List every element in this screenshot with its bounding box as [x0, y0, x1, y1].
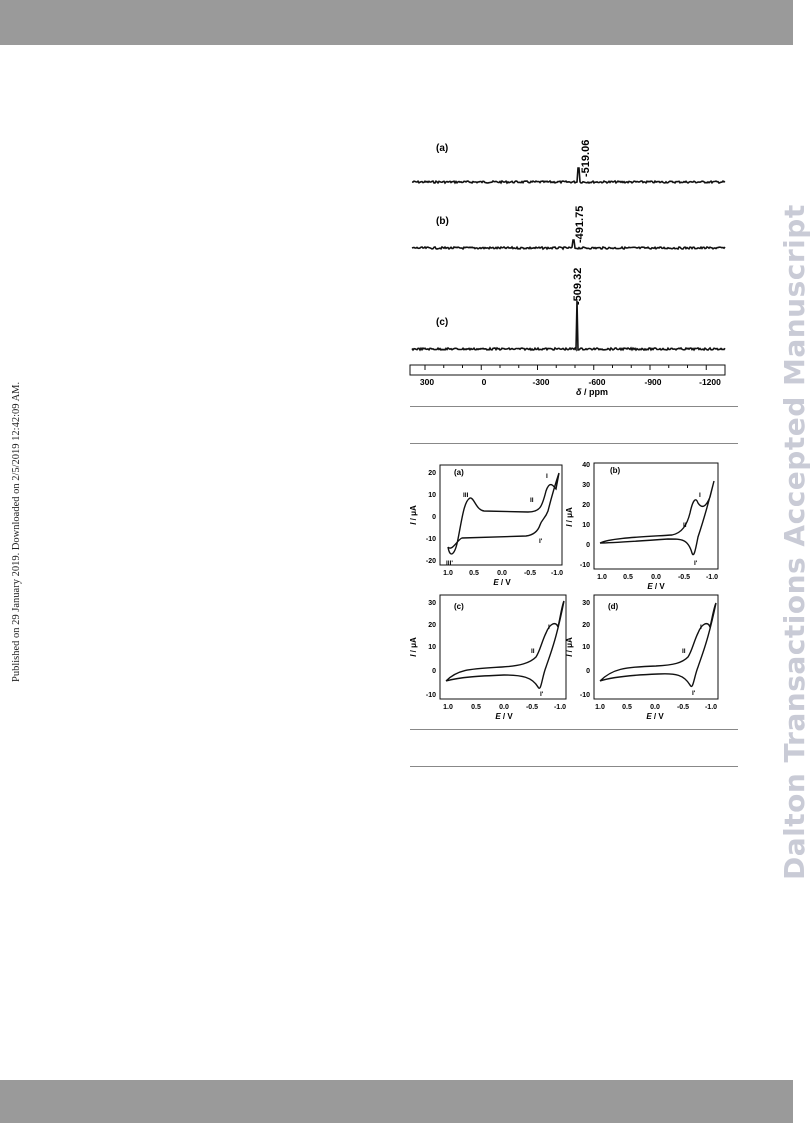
cv-d-xtick-2: 0.0: [650, 704, 660, 711]
cv-a-ytick-2: 0: [432, 514, 436, 521]
nmr-x-axis: [410, 365, 725, 397]
cv-b-peak-I: I: [699, 492, 701, 499]
cv-a-xtick-4: -1.0: [550, 570, 564, 577]
cv-c-xtick-4: -1.0: [553, 704, 567, 711]
cv-d-peak-II: II: [682, 648, 686, 655]
cv-c-curve: [446, 601, 564, 688]
cv-d-ytick-1: 20: [582, 622, 590, 629]
nmr-tick-neg900: -900: [644, 377, 662, 387]
cv-b-ytick-1: 30: [582, 482, 590, 489]
cv-d-xtick-0: 1.0: [595, 704, 605, 711]
nmr-peak-label-c: -509.32: [572, 267, 584, 305]
cv-c-y-axis-label: I / μA: [409, 637, 418, 657]
divider-rule-3: [410, 729, 738, 730]
cv-a-ytick-0: 20: [428, 470, 436, 477]
cv-a-label: (a): [454, 468, 464, 477]
cv-panel-c: [409, 595, 566, 721]
cv-a-peak-Iprime: I': [539, 538, 543, 545]
cv-b-frame: [594, 463, 718, 569]
cv-b-y-axis-label: I / μA: [565, 507, 574, 527]
cv-c-label: (c): [454, 602, 464, 611]
nmr-spectrum-b: [412, 206, 725, 249]
cv-a-xtick-2: 0.0: [497, 570, 507, 577]
cv-b-ytick-5: -10: [579, 562, 590, 569]
header-bar: [0, 0, 793, 45]
nmr-label-a: (a): [436, 143, 449, 154]
cv-figure: [400, 455, 740, 725]
cv-panel-a: [409, 465, 563, 587]
cv-b-curve: [600, 481, 714, 555]
cv-panel-b: [565, 462, 718, 591]
cv-c-ytick-4: -10: [425, 692, 436, 699]
cv-d-label: (d): [608, 602, 619, 611]
cv-d-peak-I: I: [700, 624, 702, 631]
cv-c-xtick-1: 0.5: [471, 704, 481, 711]
cv-a-ytick-3: -10: [425, 536, 436, 543]
nmr-spectra-figure: [400, 125, 740, 400]
cv-c-peak-II: II: [531, 648, 535, 655]
cv-c-xtick-2: 0.0: [499, 704, 509, 711]
cv-d-xtick-1: 0.5: [622, 704, 632, 711]
cv-d-x-axis-label: E / V: [646, 712, 664, 721]
cv-c-peak-Iprime: I': [540, 691, 544, 698]
cv-a-xtick-3: -0.5: [523, 570, 537, 577]
cv-c-x-axis-label: E / V: [495, 712, 513, 721]
footer-bar: [0, 1080, 793, 1123]
nmr-label-c: (c): [436, 317, 449, 328]
cv-a-xtick-1: 0.5: [469, 570, 479, 577]
cv-b-ytick-2: 20: [582, 502, 590, 509]
cv-a-peak-IIIprime: III': [446, 560, 453, 567]
cv-b-x-axis-label: E / V: [647, 582, 665, 591]
nmr-tick-300: 300: [419, 377, 435, 387]
nmr-spectrum-c: [412, 268, 725, 350]
cv-a-peak-I: I: [546, 473, 548, 480]
cv-d-ytick-4: -10: [579, 692, 590, 699]
nmr-axis-frame: [410, 365, 725, 375]
cv-c-ytick-1: 20: [428, 622, 436, 629]
divider-rule-4: [410, 766, 738, 767]
nmr-tick-neg1200: -1200: [699, 377, 721, 387]
cv-c-peak-I: I: [548, 624, 550, 631]
cv-c-xtick-0: 1.0: [443, 704, 453, 711]
nmr-minor-ticks: [425, 365, 725, 370]
nmr-tick-neg300: -300: [532, 377, 550, 387]
cv-panel-d: [565, 595, 718, 721]
cv-d-ytick-0: 30: [582, 600, 590, 607]
cv-b-xtick-2: 0.0: [651, 574, 661, 581]
cv-a-ytick-4: -20: [425, 558, 436, 565]
cv-c-ytick-2: 10: [428, 644, 436, 651]
cv-d-y-axis-label: I / μA: [565, 637, 574, 657]
cv-b-xtick-0: 1.0: [597, 574, 607, 581]
cv-b-ytick-0: 40: [582, 462, 590, 469]
cv-a-peak-III: III: [463, 492, 469, 499]
nmr-spectrum-a: [412, 140, 725, 183]
nmr-tick-0: 0: [481, 377, 487, 387]
cv-a-frame: [440, 465, 562, 565]
cv-a-peak-II: II: [530, 497, 534, 504]
cv-d-xtick-3: -0.5: [676, 704, 690, 711]
cv-b-peak-Iprime: I': [694, 560, 698, 567]
cv-d-xtick-4: -1.0: [704, 704, 718, 711]
cv-a-x-axis-label: E / V: [493, 578, 511, 587]
cv-c-ytick-3: 0: [432, 668, 436, 675]
cv-b-xtick-4: -1.0: [705, 574, 719, 581]
cv-b-xtick-1: 0.5: [623, 574, 633, 581]
nmr-peak-label-b: -491.75: [574, 205, 586, 243]
cv-b-label: (b): [610, 466, 621, 475]
cv-b-ytick-4: 0: [586, 542, 590, 549]
cv-b-peak-II: II: [683, 522, 687, 529]
cv-a-xtick-0: 1.0: [443, 570, 453, 577]
cv-a-y-axis-label: I / μA: [409, 505, 418, 525]
cv-b-xtick-3: -0.5: [677, 574, 691, 581]
publication-note: Published on 29 January 2019. Downloaded on 2/5/2019 12:42:09 AM.: [11, 381, 22, 682]
cv-b-ytick-3: 10: [582, 522, 590, 529]
journal-watermark: Dalton Transactions Accepted Manuscript: [778, 204, 811, 880]
nmr-label-b: (b): [436, 216, 449, 227]
nmr-trace-b: [412, 240, 725, 249]
nmr-trace-a: [412, 168, 725, 183]
cv-c-xtick-3: -0.5: [525, 704, 539, 711]
cv-c-ytick-0: 30: [428, 600, 436, 607]
divider-rule-1: [410, 406, 738, 407]
divider-rule-2: [410, 443, 738, 444]
nmr-tick-neg600: -600: [588, 377, 606, 387]
cv-d-curve: [600, 603, 716, 686]
cv-d-peak-Iprime: I': [692, 690, 696, 697]
nmr-x-axis-label: δ / ppm: [575, 387, 609, 397]
cv-d-ytick-2: 10: [582, 644, 590, 651]
nmr-trace-c: [412, 301, 725, 350]
cv-a-ytick-1: 10: [428, 492, 436, 499]
nmr-peak-label-a: -519.06: [580, 139, 592, 177]
cv-d-ytick-3: 0: [586, 668, 590, 675]
